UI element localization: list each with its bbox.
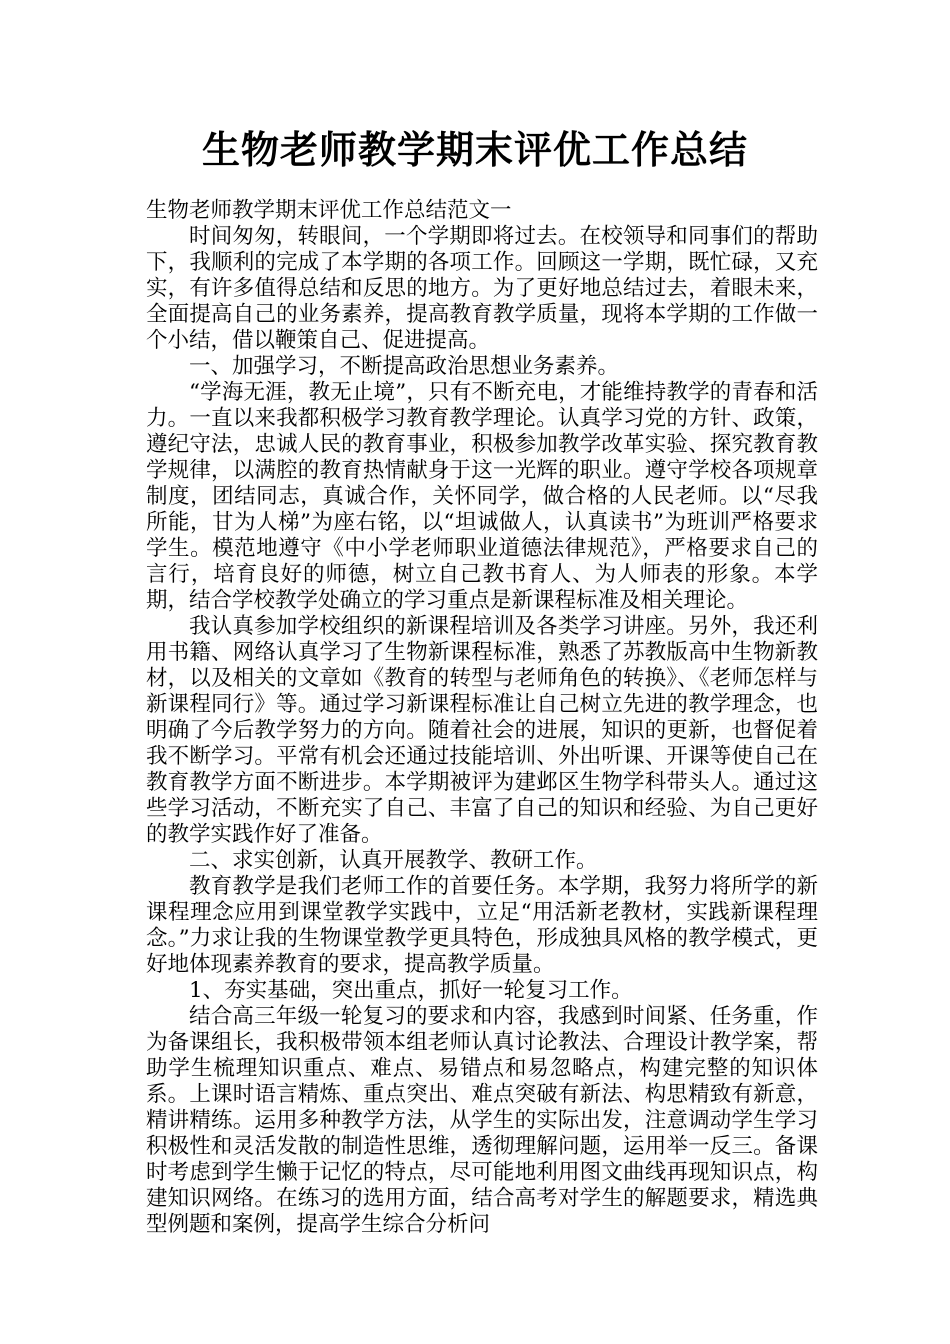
paragraph: 教育教学是我们老师工作的首要任务。本学期，我努力将所学的新课程理念应用到课堂教学实践中，立足“用活新老教材，实践新课程理念。”力求让我的生物课堂教学更具特色，形成独具风格的教学模式，更好地体现素养教育的要求，提高教学质量。	[146, 874, 818, 977]
paragraph: 结合高三年级一轮复习的要求和内容，我感到时间紧、任务重，作为备课组长，我积极带领本组老师认真讨论教法、合理设计教学案，帮助学生梳理知识重点、难点、易错点和易忽略点，构建完整的知识体系。上课时语言精炼、重点突出、难点突破有新法、构思精致有新意，精讲精练。运用多种教学方法，从学生的实际出发，注意调动学生学习积极性和灵活发散的制造性思维，透彻理解问题，运用举一反三。备课时考虑到学生懒于记忆的特点，尽可能地利用图文曲线再现知识点，构建知识网络。在练习的选用方面，结合高考对学生的解题要求，精选典型例题和案例，提高学生综合分析问	[146, 1004, 818, 1237]
paragraph: 我认真参加学校组织的新课程培训及各类学习讲座。另外，我还利用书籍、网络认真学习了生物新课程标准，熟悉了苏教版高中生物新教材，以及相关的文章如《教育的转型与老师角色的转换》、《老师怎样与新课程同行》等。通过学习新课程标准让自己树立先进的教学理念，也明确了今后教学努力的方向。随着社会的进展，知识的更新，也督促着我不断学习。平常有机会还通过技能培训、外出听课、开课等使自己在教育教学方面不断进步。本学期被评为建邺区生物学科带头人。通过这些学习活动，不断充实了自己、丰富了自己的知识和经验、为自己更好的教学实践作好了准备。	[146, 614, 818, 847]
paragraph: “学海无涯，教无止境”，只有不断充电，才能维持教学的青春和活力。一直以来我都积极学习教育教学理论。认真学习党的方针、政策，遵纪守法，忠诚人民的教育事业，积极参加教学改革实验、探究教育教学规律，以满腔的教育热情献身于这一光辉的职业。遵守学校各项规章制度，团结同志，真诚合作，关怀同学，做合格的人民老师。以“尽我所能，甘为人梯”为座右铭，以“坦诚做人，认真读书”为班训严格要求学生。模范地遵守《中小学老师职业道德法律规范》，严格要求自己的言行，培育良好的师德，树立自己教书育人、为人师表的形象。本学期，结合学校教学处确立的学习重点是新课程标准及相关理论。	[146, 380, 818, 613]
paragraph: 生物老师教学期末评优工作总结范文一	[146, 198, 512, 223]
document-title: 生物老师教学期末评优工作总结	[201, 128, 748, 172]
section-heading: 二、求实创新，认真开展教学、教研工作。	[189, 848, 598, 873]
subsection-heading: 1、夯实基础，突出重点，抓好一轮复习工作。	[189, 978, 633, 1003]
document-body	[146, 198, 818, 1238]
section-heading: 一、加强学习，不断提高政治思想业务素养。	[189, 354, 620, 379]
paragraph: 时间匆匆，转眼间，一个学期即将过去。在校领导和同事们的帮助下，我顺利的完成了本学期的各项工作。回顾这一学期，既忙碌，又充实，有许多值得总结和反思的地方。为了更好地总结过去，着眼未来，全面提高自己的业务素养，提高教育教学质量，现将本学期的工作做一个小结，借以鞭策自己、促进提高。	[146, 224, 818, 353]
